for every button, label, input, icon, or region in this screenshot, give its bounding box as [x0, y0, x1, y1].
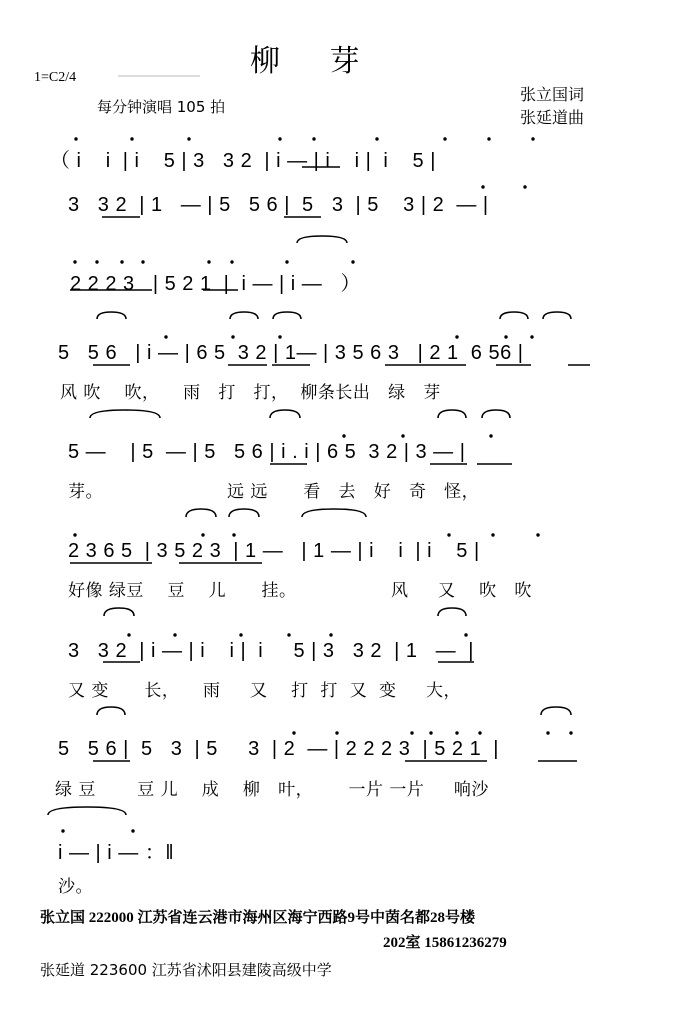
lyric-row-4: 又 变 长， 雨 又 打 打 又 变 大，: [68, 681, 462, 701]
notation-row-3: 2 2 2 3 | 5 2 1 | i — | i — ）: [70, 273, 361, 295]
lyricist-credit: 张立国词: [520, 85, 585, 104]
notation-row-6: 2 3 6 5 | 3 5 2 3 | 1 — | 1 — | i i | i 5 |: [68, 540, 480, 562]
composer-credit: 张延道曲: [520, 108, 585, 127]
lyricist-address: 张立国 222000 江苏省连云港市海州区海宁西路9号中茵名都28号楼: [40, 910, 476, 926]
lyric-row-1: 风 吹 吹， 雨 打 打， 柳条长出 绿 芽: [60, 383, 441, 403]
composer-address: 张延道 223600 江苏省沭阳县建陵高级中学: [40, 961, 332, 979]
lyric-row-6: 沙。: [58, 877, 93, 897]
notation-row-7: 3 3 2 | i — | i i | i 5 | 3 3 2 | 1 — |: [68, 640, 474, 662]
notation-row-9: i — | i — ：‖: [58, 842, 175, 864]
key-signature: 1=C2/4: [34, 70, 77, 85]
notation-row-5: 5 — | 5 — | 5 5 6 | i . i | 6 5 3 2 | 3 — |: [68, 441, 466, 463]
lyric-row-2: 芽。 远 远 看 去 好 奇 怪，: [68, 482, 480, 502]
song-title: 柳 芽: [250, 44, 380, 79]
lyricist-phone: 202室 15861236279: [383, 935, 507, 951]
notation-row-4: 5 5 6 | i — | 6 5 3 2 | 1— | 3 5 6 3 | 2 1 6 56 |: [58, 342, 524, 364]
notation-row-2: 3 3 2 | 1 — | 5 5 6 | 5 3 | 5 3 | 2 — |: [68, 194, 489, 216]
tempo-marking: 每分钟演唱 105 拍: [97, 98, 226, 116]
notation-row-8: 5 5 6 | 5 3 | 5 3 | 2 — | 2 2 2 3 | 5 2 1 |: [58, 738, 499, 760]
lyric-row-5: 绿 豆 豆 儿 成 柳 叶， 一片 一片 响沙: [55, 780, 489, 800]
notation-row-1: （ i i | i 5 | 3 3 2 | i — | i i | i 5 |: [50, 150, 436, 172]
lyric-row-3: 好像 绿豆 豆 儿 挂。 风 又 吹 吹: [68, 581, 532, 601]
